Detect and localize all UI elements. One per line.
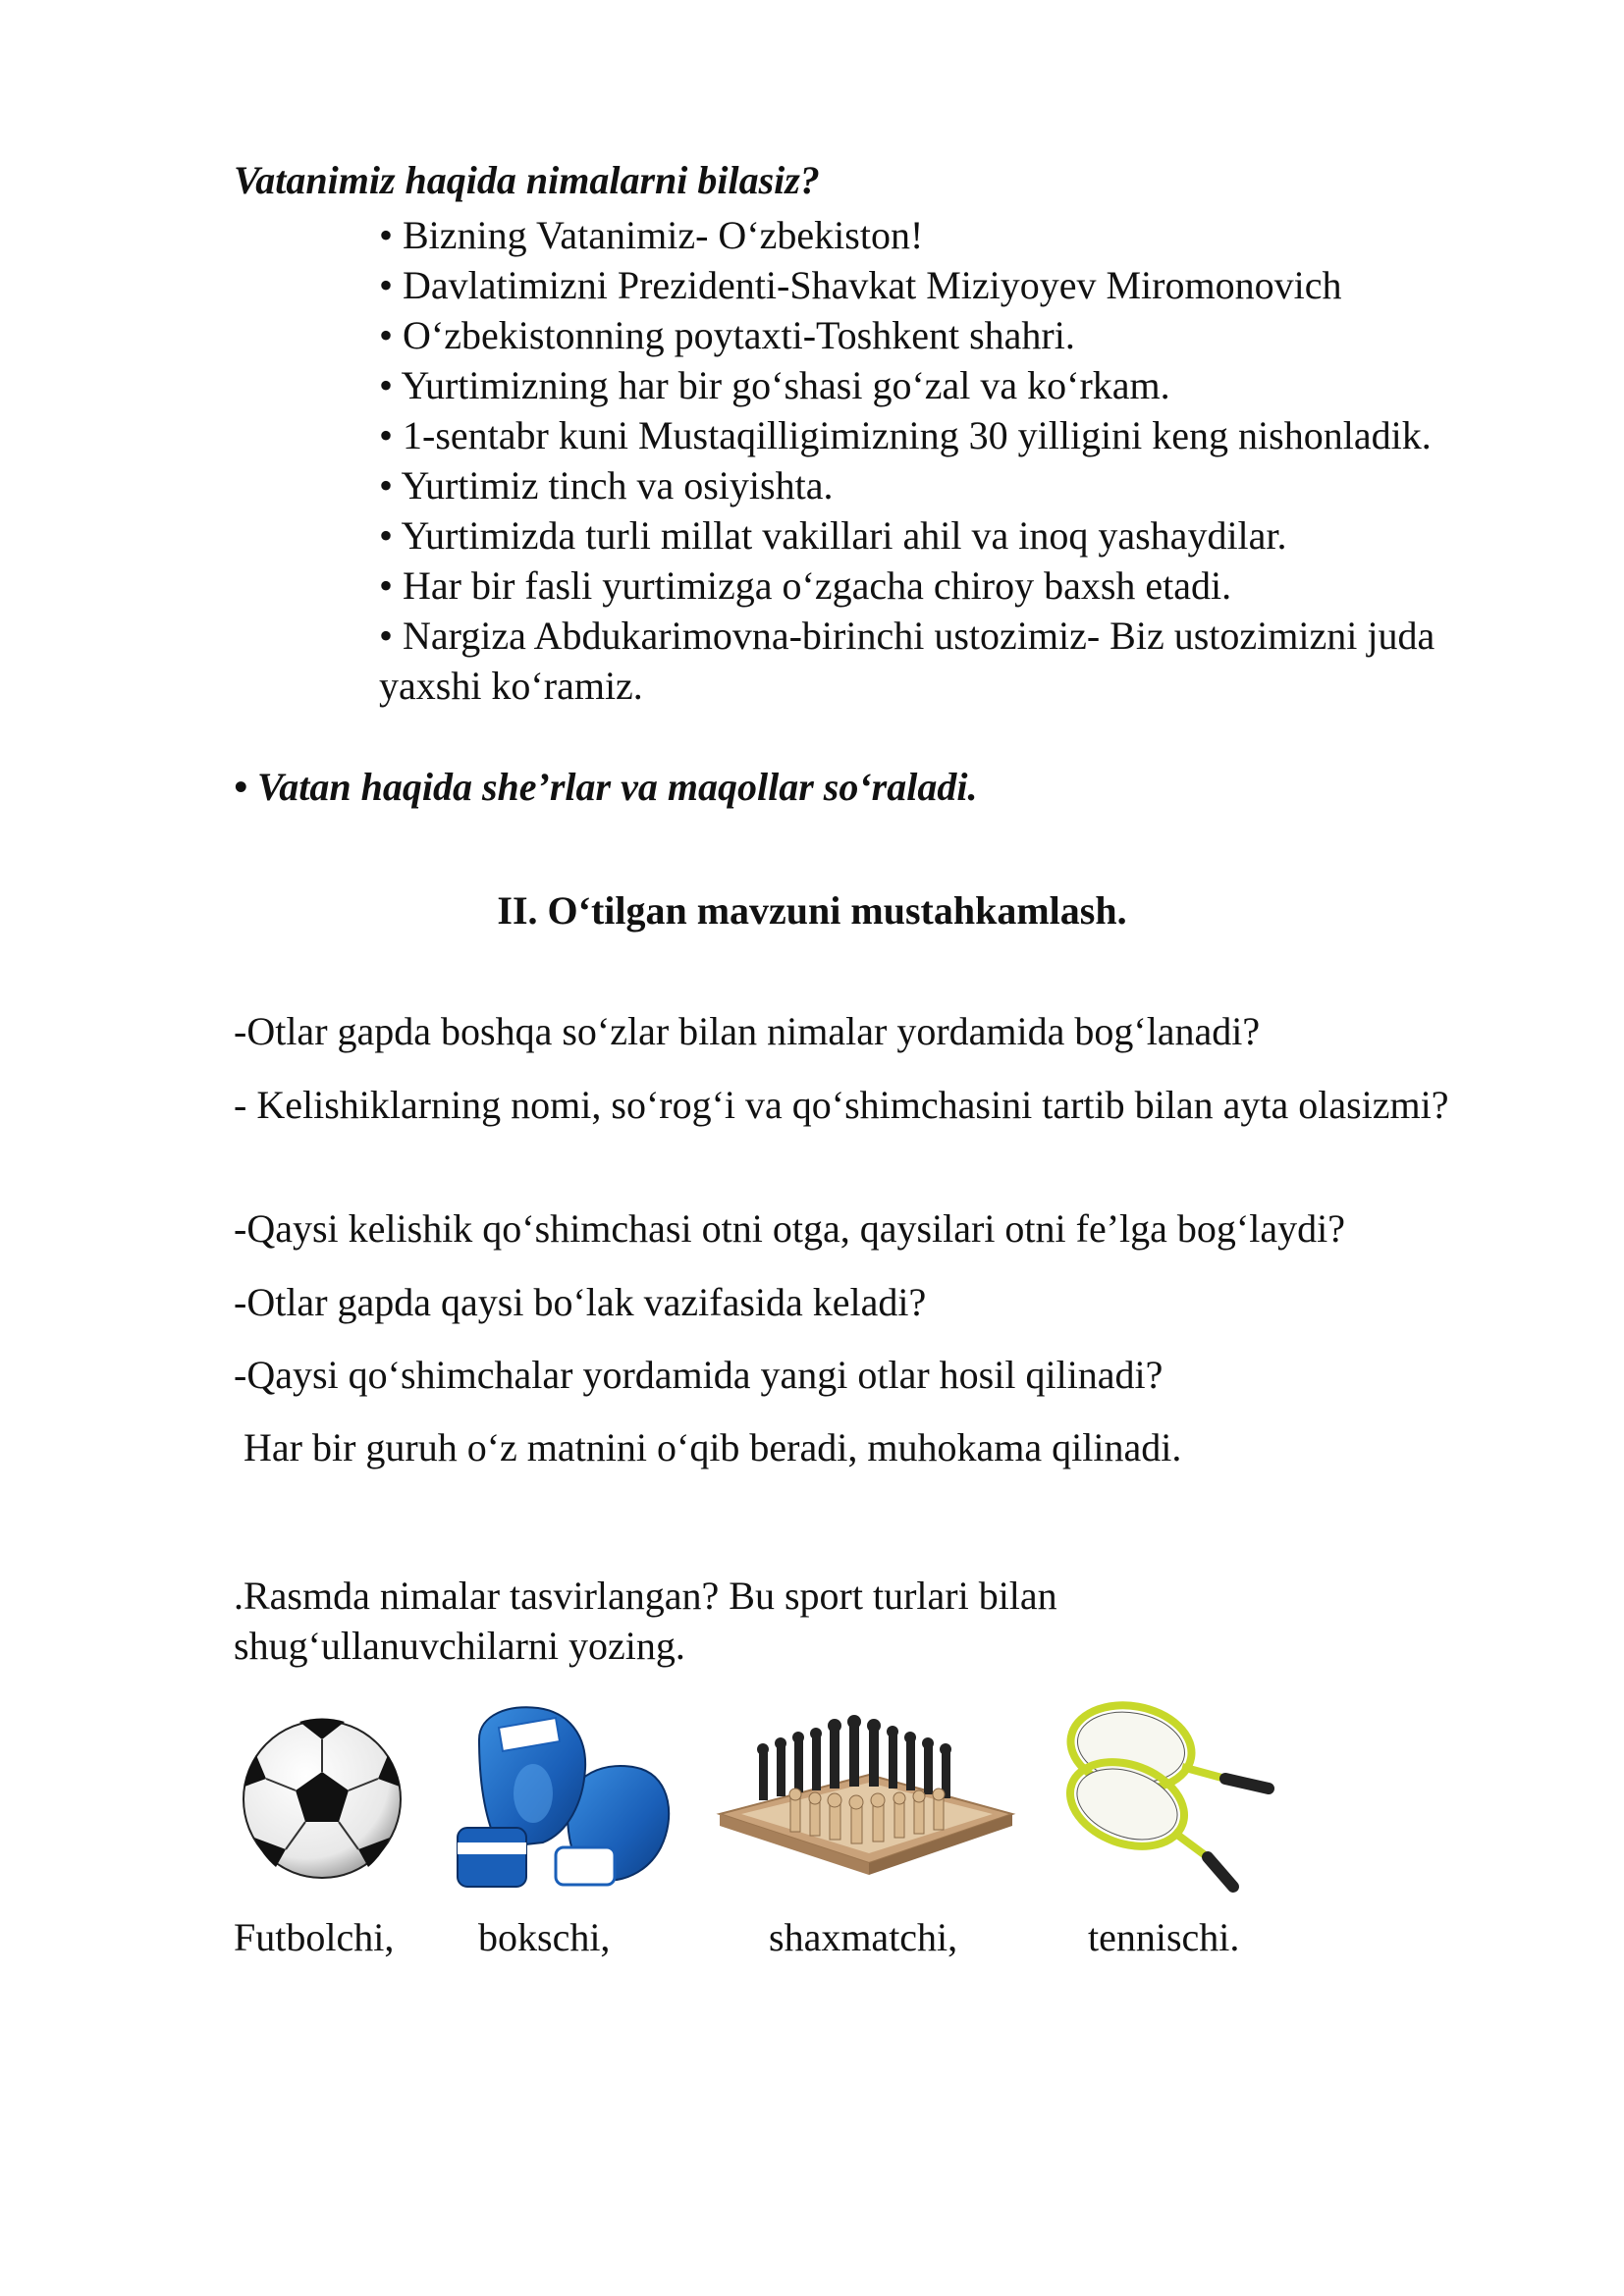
list-item: • O‘zbekistonning poytaxti-Toshkent shahri. xyxy=(379,313,1075,357)
section-title: II. O‘tilgan mavzuni mustahkamlash. xyxy=(497,888,1127,933)
facts-list xyxy=(379,210,1508,711)
tennis-rackets-icon xyxy=(1060,1698,1276,1895)
group-instruction: Har bir guruh o‘z matnini o‘qib beradi, muhokama qilinadi. xyxy=(234,1425,1182,1469)
list-item: • Yurtimiz tinch va osiyishta. xyxy=(379,463,834,507)
sports-images xyxy=(0,1698,1624,1914)
list-item: • Davlatimizni Prezidenti-Shavkat Miziyoyev Miromonovich xyxy=(379,263,1342,307)
chess-board-icon xyxy=(712,1706,1018,1893)
homeland-note: • Vatan haqida she’rlar va maqollar so‘raladi. xyxy=(234,765,978,809)
task-text: .Rasmda nimalar tasvirlangan? Bu sport turlari bilan shug‘ullanuvchilarni yozing. xyxy=(234,1574,1057,1668)
list-item: • Yurtimizning har bir go‘shasi go‘zal va ko‘rkam. xyxy=(379,363,1170,407)
list-item: • Har bir fasli yurtimizga o‘zgacha chiroy baxsh etadi. xyxy=(379,563,1232,608)
soccer-ball-icon xyxy=(241,1718,404,1881)
list-item: • Yurtimizda turli millat vakillari ahil va inoq yashaydilar. xyxy=(379,513,1287,558)
caption-chess-player: shaxmatchi, xyxy=(769,1915,958,1959)
list-item: • Nargiza Abdukarimovna-birinchi ustozimiz- Biz ustozimizni juda yaxshi ko‘ramiz. xyxy=(379,614,1435,708)
boxing-gloves-icon xyxy=(440,1700,685,1896)
question: -Qaysi kelishik qo‘shimchasi otni otga, qaysilari otni fe’lga bog‘laydi? xyxy=(234,1206,1345,1251)
question: - Kelishiklarning nomi, so‘rog‘i va qo‘shimchasini tartib bilan ayta olasizmi? xyxy=(234,1083,1449,1127)
question: -Qaysi qo‘shimchalar yordamida yangi otlar hosil qilinadi? xyxy=(234,1353,1164,1397)
caption-tennis-player: tennischi. xyxy=(1088,1915,1240,1959)
caption-boxer: bokschi, xyxy=(478,1915,611,1959)
caption-footballer: Futbolchi, xyxy=(234,1915,395,1959)
list-item: • 1-sentabr kuni Mustaqilligimizning 30 yilligini keng nishonladik. xyxy=(379,413,1432,457)
question: -Otlar gapda qaysi bo‘lak vazifasida keladi? xyxy=(234,1280,927,1324)
question: -Otlar gapda boshqa so‘zlar bilan nimalar yordamida bog‘lanadi? xyxy=(234,1009,1261,1053)
list-item: • Bizning Vatanimiz- O‘zbekiston! xyxy=(379,213,924,257)
page-heading: Vatanimiz haqida nimalarni bilasiz? xyxy=(234,158,820,202)
